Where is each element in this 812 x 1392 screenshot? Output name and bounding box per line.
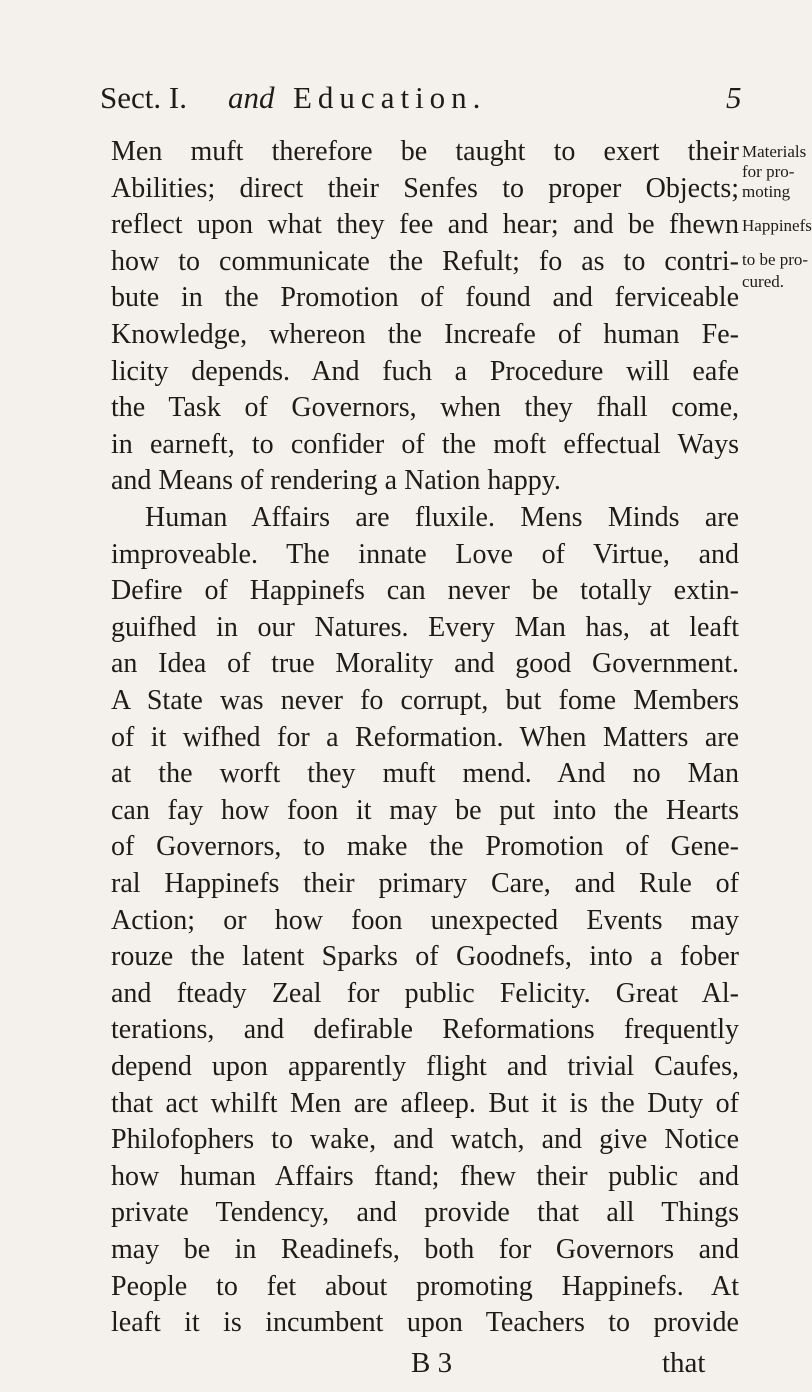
margin-note-line: for pro- — [742, 162, 795, 181]
text-line: at the worft they muft mend. And no Man — [111, 758, 739, 790]
text-line: improveable. The innate Love of Virtue, and — [111, 538, 739, 570]
text-line: and Means of rendering a Nation happy. — [111, 465, 561, 497]
text-line: terations, and defirable Reformations frequently — [111, 1014, 739, 1046]
margin-note-line: cured. — [742, 272, 785, 291]
text-line: A State was never fo corrupt, but fome Members — [111, 685, 739, 716]
text-line: how to communicate the Refult; fo as to contri- — [111, 245, 739, 277]
running-header — [0, 80, 801, 130]
text-line: licity depends. And fuch a Procedure will eafe — [111, 355, 739, 387]
margin-note-line: Materials — [742, 142, 807, 161]
signature-mark: B 3 — [411, 1347, 453, 1379]
text-line: Men muft therefore be taught to exert their — [111, 136, 739, 167]
text-line: ral Happinefs their primary Care, and Rule of — [111, 868, 739, 899]
margin-note-line: to be pro- — [742, 250, 809, 269]
text-line: an Idea of true Morality and good Government. — [111, 648, 739, 680]
text-line: bute in the Promotion of found and ferviceable — [111, 282, 739, 314]
text-line: People to fet about promoting Happinefs. At — [111, 1270, 739, 1302]
text-line: Human Affairs are fluxile. Mens Minds are — [145, 502, 739, 533]
text-line: of Governors, to make the Promotion of Gene- — [111, 831, 739, 863]
text-line: can fay how foon it may be put into the Hearts — [111, 794, 739, 826]
text-line: of it wifhed for a Reformation. When Matters are — [111, 721, 739, 753]
text-line: leaft it is incumbent upon Teachers to provide — [111, 1307, 739, 1339]
margin-note-line: moting — [742, 182, 791, 201]
header-section: Sect. I. — [100, 80, 187, 115]
header-title: Education. — [293, 80, 487, 115]
header-conjunction: and — [228, 80, 275, 115]
text-line: how human Affairs ftand; fhew their public and — [111, 1160, 739, 1192]
text-line: Action; or how foon unexpected Events may — [111, 904, 739, 936]
text-line: Knowledge, whereon the Increafe of human Fe- — [111, 319, 739, 350]
page-number: 5 — [726, 80, 742, 115]
margin-note-line: Happinefs — [742, 216, 812, 235]
text-line: Defire of Happinefs can never be totally extin- — [111, 575, 739, 607]
text-line: may be in Readinefs, both for Governors and — [111, 1234, 739, 1265]
text-line: Philofophers to wake, and watch, and give Notice — [111, 1124, 739, 1156]
text-line: Abilities; direct their Senfes to proper Objects; — [111, 172, 739, 204]
text-line: reflect upon what they fee and hear; and be fhewn — [111, 209, 739, 241]
text-line: depend upon apparently flight and trivial Caufes, — [111, 1051, 739, 1082]
text-line: guifhed in our Natures. Every Man has, at leaft — [111, 611, 739, 643]
text-line: and fteady Zeal for public Felicity. Great Al- — [111, 977, 739, 1009]
text-line: rouze the latent Sparks of Goodnefs, into a fober — [111, 941, 739, 973]
text-line: the Task of Governors, when they fhall come, — [111, 392, 739, 424]
catchword: that — [662, 1347, 706, 1379]
text-line: that act whilft Men are afleep. But it is the Duty of — [111, 1087, 739, 1119]
text-line: private Tendency, and provide that all Things — [111, 1197, 739, 1229]
text-line: in earneft, to confider of the moft effectual Ways — [111, 428, 739, 460]
